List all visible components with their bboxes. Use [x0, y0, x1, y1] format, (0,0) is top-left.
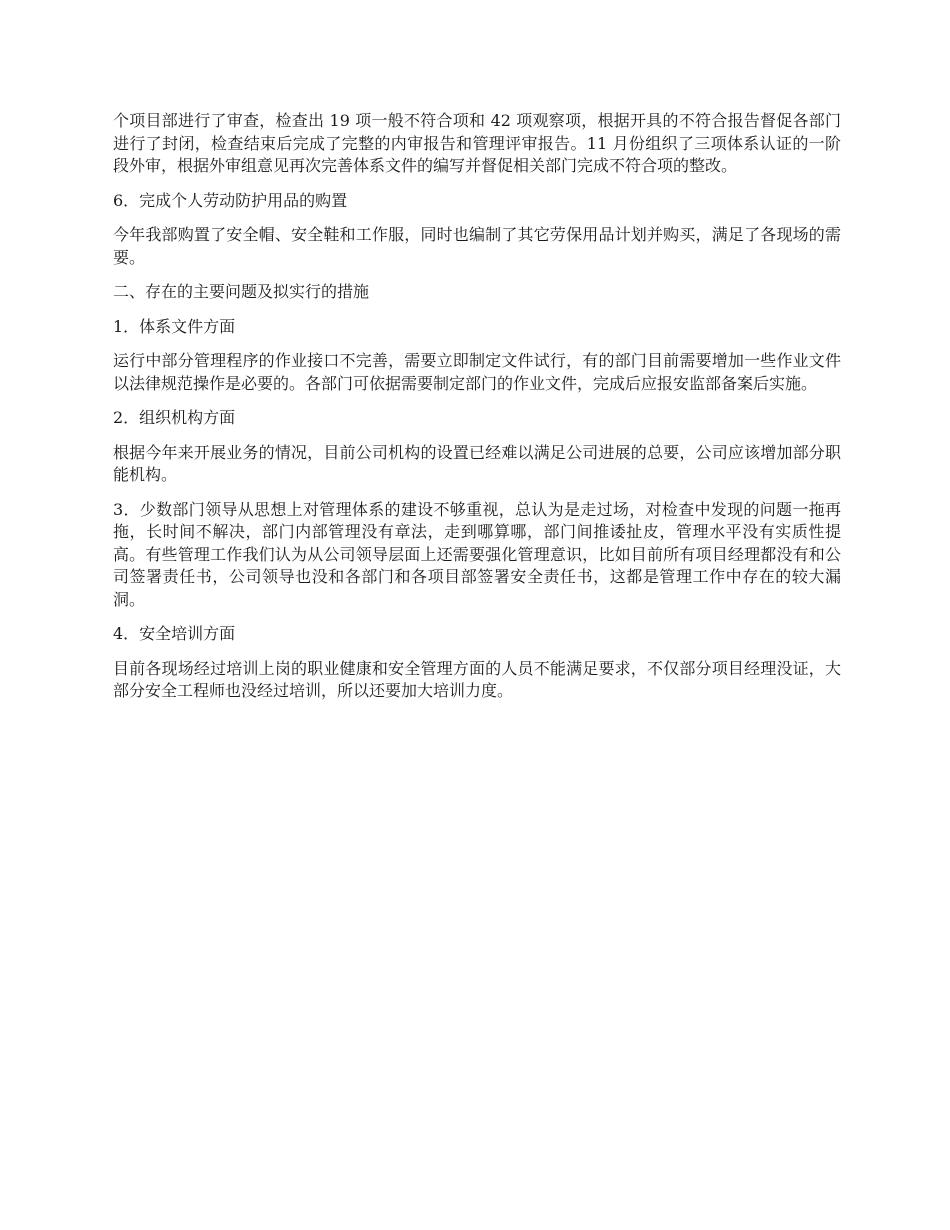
- document-page: [113, 110, 841, 715]
- heading-safety-training: 4．安全培训方面: [113, 624, 236, 643]
- paragraph-safety-training: 目前各现场经过培训上岗的职业健康和安全管理方面的人员不能满足要求，不仅部分项目经理没证，大部分安全工程师也没经过培训，所以还要加大培训力度。: [113, 658, 841, 700]
- heading-problems-measures: 二、存在的主要问题及拟实行的措施: [113, 282, 370, 301]
- heading-protective-equipment: 6．完成个人劳动防护用品的购置: [113, 190, 348, 210]
- heading-system-documents: 1．体系文件方面: [113, 316, 236, 336]
- paragraph-organization: 根据今年来开展业务的情况，目前公司机构的设置已经难以满足公司进展的总要，公司应该增加部分职能机构。: [113, 442, 841, 484]
- paragraph-audit-summary: 个项目部进行了审查，检查出 19 项一般不符合项和 42 项观察项，根据开具的不符合报告督促各部门进行了封闭，检查结束后完成了完整的内审报告和管理评审报告。11 月份组织了三项体系认证的一阶段外审，根据外审组意见再次完善体系文件的编写并督促相关部门完成不符合项的整改。: [113, 111, 841, 175]
- paragraph-protective-equipment: 今年我部购置了安全帽、安全鞋和工作服，同时也编制了其它劳保用品计划并购买，满足了各现场的需要。: [113, 225, 841, 267]
- paragraph-leadership-attention: 3．少数部门领导从思想上对管理体系的建设不够重视，总认为是走过场，对检查中发现的问题一拖再拖，长时间不解决，部门内部管理没有章法，走到哪算哪，部门间推诿扯皮，管理水平没有实质性提高。有些管理工作我们认为从公司领导层面上还需要强化管理意识，比如目前所有项目经理都没有和公司签署责任书，公司领导也没和各部门和各项目部签署安全责任书，这都是管理工作中存在的较大漏洞。: [113, 499, 841, 609]
- paragraph-system-documents: 运行中部分管理程序的作业接口不完善，需要立即制定文件试行，有的部门目前需要增加一些作业文件以法律规范操作是必要的。各部门可依据需要制定部门的作业文件，完成后应报安监部备案后实施。: [113, 351, 841, 393]
- heading-organization: 2．组织机构方面: [113, 408, 236, 427]
